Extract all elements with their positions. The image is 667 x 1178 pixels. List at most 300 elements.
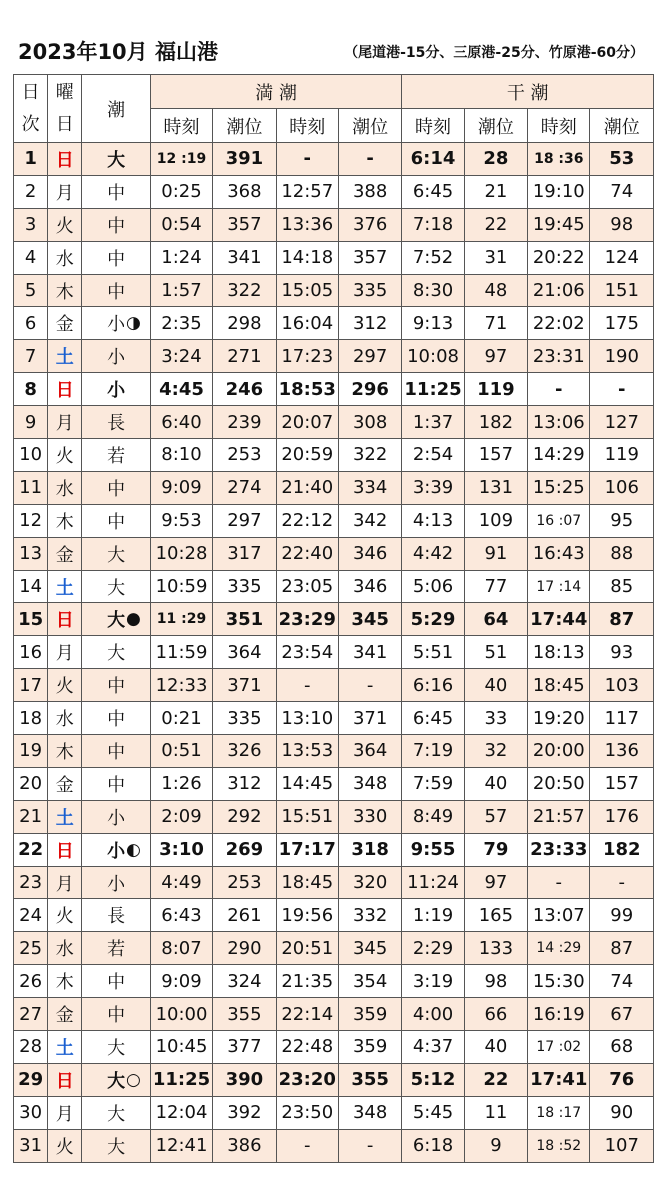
day-cell: 3: [14, 208, 48, 241]
low-level-1-cell: 97: [464, 340, 527, 373]
high-time-2-cell: 12:57: [276, 175, 338, 208]
low-level-2-cell: 95: [590, 504, 654, 537]
high-time-2-cell: 23:29: [276, 603, 338, 636]
high-time-2-cell: 15:05: [276, 274, 338, 307]
low-time-2-cell: 13:07: [528, 899, 590, 932]
tide-type-cell: [82, 537, 150, 570]
low-time-1-cell: 4:00: [402, 998, 464, 1031]
tide-type-label: 若: [107, 445, 126, 467]
low-time-1-header: 時刻: [402, 109, 464, 143]
high-time-1-cell: 9:09: [150, 965, 212, 998]
table-row: [14, 570, 654, 603]
low-time-2-cell: 19:10: [528, 175, 590, 208]
day-cell: 23: [14, 866, 48, 899]
low-level-1-cell: 64: [464, 603, 527, 636]
tide-type-label: 大: [107, 577, 126, 599]
high-level-1-cell: 351: [213, 603, 276, 636]
high-time-1-cell: 4:49: [150, 866, 212, 899]
high-level-2-cell: 345: [338, 932, 401, 965]
low-level-1-cell: 98: [464, 965, 527, 998]
high-time-1-cell: 0:21: [150, 702, 212, 735]
weekday-header-top: 曜: [55, 81, 74, 103]
day-cell: 20: [14, 767, 48, 800]
high-level-1-cell: 335: [213, 570, 276, 603]
high-level-2-cell: 355: [338, 1063, 401, 1096]
high-level-2-cell: 359: [338, 998, 401, 1031]
low-time-2-cell: 17:41: [528, 1063, 590, 1096]
low-level-1-cell: 97: [464, 866, 527, 899]
high-level-2-cell: 376: [338, 208, 401, 241]
high-time-2-cell: 13:53: [276, 735, 338, 768]
tide-type-label: 中: [107, 972, 126, 994]
tide-type-label: 中: [107, 774, 126, 796]
high-time-2-cell: -: [276, 143, 338, 176]
low-time-1-cell: 6:45: [402, 175, 464, 208]
high-level-2-cell: -: [338, 143, 401, 176]
day-cell: 22: [14, 833, 48, 866]
weekday-cell: 木: [48, 504, 82, 537]
low-time-2-cell: 19:20: [528, 702, 590, 735]
moon-phase-icon: ●: [125, 609, 141, 630]
high-level-1-cell: 261: [213, 899, 276, 932]
low-time-1-cell: 6:16: [402, 669, 464, 702]
tide-type-cell: [82, 175, 150, 208]
low-level-1-cell: 21: [464, 175, 527, 208]
table-row: [14, 373, 654, 406]
low-time-2-cell: 18:13: [528, 636, 590, 669]
table-row: [14, 241, 654, 274]
high-level-1-cell: 377: [213, 1031, 276, 1064]
tide-type-cell: [82, 965, 150, 998]
high-time-1-cell: 4:45: [150, 373, 212, 406]
table-row: [14, 504, 654, 537]
tide-type-label: 大: [107, 1037, 126, 1059]
low-level-1-cell: 133: [464, 932, 527, 965]
high-level-2-cell: 330: [338, 800, 401, 833]
weekday-cell: 水: [48, 471, 82, 504]
high-time-1-cell: 0:25: [150, 175, 212, 208]
low-level-1-cell: 28: [464, 143, 527, 176]
weekday-header-bottom: 日: [55, 113, 74, 135]
low-level-2-cell: 175: [590, 307, 654, 340]
high-time-1-cell: 2:09: [150, 800, 212, 833]
tide-type-cell: [82, 1096, 150, 1129]
low-time-2-cell: 18 :36: [528, 143, 590, 176]
tide-type-cell: [82, 1129, 150, 1162]
low-level-1-cell: 40: [464, 1031, 527, 1064]
day-cell: 7: [14, 340, 48, 373]
high-level-1-cell: 335: [213, 702, 276, 735]
day-cell: 4: [14, 241, 48, 274]
low-time-2-cell: 17:44: [528, 603, 590, 636]
tide-type-cell: [82, 669, 150, 702]
table-row: [14, 1031, 654, 1064]
low-level-1-cell: 91: [464, 537, 527, 570]
low-level-2-cell: 74: [590, 175, 654, 208]
day-cell: 19: [14, 735, 48, 768]
table-row: [14, 932, 654, 965]
day-cell: 18: [14, 702, 48, 735]
tide-type-cell: [82, 800, 150, 833]
high-time-1-cell: 3:24: [150, 340, 212, 373]
low-time-2-cell: 18 :52: [528, 1129, 590, 1162]
low-time-2-cell: 13:06: [528, 406, 590, 439]
port-offsets-note: （尾道港-15分、三原港-25分、竹原港-60分）: [344, 45, 644, 61]
low-time-2-cell: 21:57: [528, 800, 590, 833]
high-time-1-cell: 2:35: [150, 307, 212, 340]
high-level-2-cell: 341: [338, 636, 401, 669]
high-time-2-cell: 23:20: [276, 1063, 338, 1096]
high-level-1-cell: 246: [213, 373, 276, 406]
low-time-1-cell: 6:14: [402, 143, 464, 176]
high-time-2-cell: 13:36: [276, 208, 338, 241]
low-level-1-cell: 11: [464, 1096, 527, 1129]
tide-type-cell: [82, 143, 150, 176]
high-time-2-cell: 21:40: [276, 471, 338, 504]
high-time-1-cell: 9:09: [150, 471, 212, 504]
low-time-1-cell: 8:30: [402, 274, 464, 307]
day-cell: 14: [14, 570, 48, 603]
day-cell: 16: [14, 636, 48, 669]
high-level-2-header: 潮位: [338, 109, 401, 143]
low-level-1-header: 潮位: [464, 109, 527, 143]
low-level-2-cell: 190: [590, 340, 654, 373]
low-time-2-cell: 22:02: [528, 307, 590, 340]
high-time-1-cell: 1:26: [150, 767, 212, 800]
low-level-2-cell: 99: [590, 899, 654, 932]
high-level-1-cell: 269: [213, 833, 276, 866]
page-header: [18, 34, 658, 66]
low-level-2-cell: 103: [590, 669, 654, 702]
tide-type-label: 中: [107, 248, 126, 270]
low-time-2-cell: 14 :29: [528, 932, 590, 965]
low-level-2-cell: 117: [590, 702, 654, 735]
weekday-cell: 金: [48, 767, 82, 800]
high-level-2-cell: 345: [338, 603, 401, 636]
low-time-2-cell: 21:06: [528, 274, 590, 307]
low-time-2-cell: 20:00: [528, 735, 590, 768]
table-row: [14, 340, 654, 373]
high-time-2-header: 時刻: [276, 109, 338, 143]
high-level-2-cell: 364: [338, 735, 401, 768]
low-level-2-cell: 88: [590, 537, 654, 570]
high-time-2-cell: 15:51: [276, 800, 338, 833]
page-title: 2023年10月 福山港: [18, 40, 218, 64]
tide-type-label: 小: [107, 840, 126, 862]
low-level-1-cell: 119: [464, 373, 527, 406]
day-cell: 1: [14, 143, 48, 176]
day-cell: 5: [14, 274, 48, 307]
high-time-2-cell: 22:12: [276, 504, 338, 537]
low-level-2-cell: 106: [590, 471, 654, 504]
tide-type-cell: [82, 241, 150, 274]
high-level-1-cell: 312: [213, 767, 276, 800]
high-time-2-cell: 14:45: [276, 767, 338, 800]
low-time-2-cell: 15:30: [528, 965, 590, 998]
weekday-cell: 月: [48, 866, 82, 899]
low-time-1-cell: 11:24: [402, 866, 464, 899]
tide-type-label: 若: [107, 939, 126, 961]
tide-type-cell: [82, 767, 150, 800]
low-time-2-cell: 16:43: [528, 537, 590, 570]
low-level-1-cell: 131: [464, 471, 527, 504]
high-level-1-cell: 371: [213, 669, 276, 702]
low-time-2-cell: -: [528, 866, 590, 899]
low-time-1-cell: 4:42: [402, 537, 464, 570]
low-level-2-cell: -: [590, 373, 654, 406]
table-row: [14, 702, 654, 735]
table-row: [14, 307, 654, 340]
low-time-2-cell: 20:22: [528, 241, 590, 274]
high-level-1-cell: 253: [213, 866, 276, 899]
low-time-1-cell: 3:39: [402, 471, 464, 504]
high-level-2-cell: -: [338, 1129, 401, 1162]
tide-table-body: [14, 143, 654, 1163]
low-time-2-cell: 14:29: [528, 439, 590, 472]
tide-type-cell: [82, 899, 150, 932]
low-time-2-cell: 19:45: [528, 208, 590, 241]
table-row: [14, 439, 654, 472]
high-time-1-header: 時刻: [150, 109, 212, 143]
tide-type-cell: [82, 471, 150, 504]
low-time-1-cell: 5:45: [402, 1096, 464, 1129]
tide-type-label: 小: [107, 380, 126, 402]
table-row: [14, 636, 654, 669]
day-header-bottom: 次: [21, 113, 40, 135]
high-level-2-cell: 359: [338, 1031, 401, 1064]
low-time-1-cell: 7:59: [402, 767, 464, 800]
weekday-cell: 月: [48, 406, 82, 439]
day-cell: 25: [14, 932, 48, 965]
low-time-1-cell: 7:19: [402, 735, 464, 768]
low-time-1-cell: 6:45: [402, 702, 464, 735]
tide-type-cell: [82, 340, 150, 373]
low-time-1-cell: 4:13: [402, 504, 464, 537]
high-level-2-cell: 335: [338, 274, 401, 307]
tide-type-label: 大: [107, 544, 126, 566]
high-level-1-cell: 390: [213, 1063, 276, 1096]
low-level-1-cell: 31: [464, 241, 527, 274]
low-level-2-cell: 85: [590, 570, 654, 603]
high-level-2-cell: 332: [338, 899, 401, 932]
low-level-2-cell: 93: [590, 636, 654, 669]
low-level-2-cell: 119: [590, 439, 654, 472]
high-time-1-cell: 11 :29: [150, 603, 212, 636]
day-cell: 28: [14, 1031, 48, 1064]
tide-type-cell: [82, 735, 150, 768]
low-level-2-cell: 107: [590, 1129, 654, 1162]
tide-table: [13, 74, 654, 1163]
table-row: [14, 537, 654, 570]
low-level-1-cell: 48: [464, 274, 527, 307]
weekday-cell: 土: [48, 800, 82, 833]
low-level-1-cell: 66: [464, 998, 527, 1031]
high-time-1-cell: 1:57: [150, 274, 212, 307]
low-level-1-cell: 165: [464, 899, 527, 932]
table-row: [14, 406, 654, 439]
day-cell: 13: [14, 537, 48, 570]
day-cell: 27: [14, 998, 48, 1031]
low-time-1-cell: 6:18: [402, 1129, 464, 1162]
high-time-2-cell: 20:07: [276, 406, 338, 439]
low-level-1-cell: 9: [464, 1129, 527, 1162]
table-row: [14, 1063, 654, 1096]
high-time-2-cell: 23:05: [276, 570, 338, 603]
weekday-cell: 水: [48, 702, 82, 735]
tide-type-label: 中: [107, 511, 126, 533]
low-time-1-cell: 1:37: [402, 406, 464, 439]
high-level-2-cell: 342: [338, 504, 401, 537]
high-level-2-cell: 357: [338, 241, 401, 274]
high-time-1-cell: 8:10: [150, 439, 212, 472]
high-level-1-cell: 324: [213, 965, 276, 998]
weekday-cell: 月: [48, 1096, 82, 1129]
low-time-1-cell: 9:55: [402, 833, 464, 866]
low-time-1-cell: 7:18: [402, 208, 464, 241]
weekday-cell: 月: [48, 175, 82, 208]
tide-type-cell: [82, 439, 150, 472]
low-level-1-cell: 57: [464, 800, 527, 833]
low-level-2-cell: 127: [590, 406, 654, 439]
tide-type-header: 潮: [82, 75, 150, 143]
low-time-2-cell: 17 :02: [528, 1031, 590, 1064]
high-level-1-cell: 368: [213, 175, 276, 208]
table-row: [14, 1096, 654, 1129]
high-time-2-cell: 17:23: [276, 340, 338, 373]
high-time-1-cell: 12:41: [150, 1129, 212, 1162]
tide-type-label: 長: [107, 413, 126, 435]
high-level-1-cell: 322: [213, 274, 276, 307]
low-level-2-cell: 182: [590, 833, 654, 866]
low-level-2-cell: 176: [590, 800, 654, 833]
high-time-2-cell: 19:56: [276, 899, 338, 932]
table-row: [14, 998, 654, 1031]
tide-type-cell: [82, 373, 150, 406]
tide-type-cell: [82, 504, 150, 537]
low-level-2-cell: 53: [590, 143, 654, 176]
tide-type-label: 中: [107, 1005, 126, 1027]
tide-type-label: 中: [107, 741, 126, 763]
tide-type-label: 大: [107, 1103, 126, 1125]
low-time-2-cell: 16 :07: [528, 504, 590, 537]
low-level-2-cell: 87: [590, 603, 654, 636]
low-level-2-cell: 76: [590, 1063, 654, 1096]
high-level-1-cell: 386: [213, 1129, 276, 1162]
high-level-1-cell: 297: [213, 504, 276, 537]
tide-type-cell: [82, 570, 150, 603]
high-level-2-cell: 348: [338, 767, 401, 800]
day-cell: 21: [14, 800, 48, 833]
low-time-1-cell: 5:12: [402, 1063, 464, 1096]
high-time-1-cell: 12:04: [150, 1096, 212, 1129]
high-time-2-cell: 22:14: [276, 998, 338, 1031]
moon-phase-icon: ○: [125, 1069, 141, 1090]
table-row: [14, 143, 654, 176]
high-time-2-cell: -: [276, 1129, 338, 1162]
tide-type-label: 小: [107, 807, 126, 829]
high-level-2-cell: 297: [338, 340, 401, 373]
tide-type-cell: [82, 866, 150, 899]
day-cell: 6: [14, 307, 48, 340]
day-cell: 12: [14, 504, 48, 537]
high-level-1-cell: 326: [213, 735, 276, 768]
low-time-1-cell: 5:06: [402, 570, 464, 603]
high-level-1-cell: 271: [213, 340, 276, 373]
high-level-2-cell: 371: [338, 702, 401, 735]
high-time-2-cell: 18:53: [276, 373, 338, 406]
low-time-1-cell: 5:51: [402, 636, 464, 669]
low-time-1-cell: 11:25: [402, 373, 464, 406]
high-time-2-cell: 14:18: [276, 241, 338, 274]
day-cell: 10: [14, 439, 48, 472]
high-time-2-cell: 17:17: [276, 833, 338, 866]
tide-type-cell: [82, 406, 150, 439]
low-tide-header: 干 潮: [402, 75, 654, 109]
low-level-1-cell: 79: [464, 833, 527, 866]
low-level-1-cell: 51: [464, 636, 527, 669]
weekday-header: [48, 75, 82, 143]
high-level-1-cell: 392: [213, 1096, 276, 1129]
low-time-2-cell: 23:31: [528, 340, 590, 373]
weekday-cell: 水: [48, 932, 82, 965]
low-level-2-cell: 68: [590, 1031, 654, 1064]
high-time-2-cell: 18:45: [276, 866, 338, 899]
low-level-1-cell: 77: [464, 570, 527, 603]
high-time-1-cell: 6:43: [150, 899, 212, 932]
high-time-1-cell: 1:24: [150, 241, 212, 274]
day-cell: 24: [14, 899, 48, 932]
high-time-1-cell: 0:51: [150, 735, 212, 768]
weekday-cell: 土: [48, 570, 82, 603]
low-level-2-cell: 87: [590, 932, 654, 965]
table-row: [14, 175, 654, 208]
high-time-1-cell: 10:28: [150, 537, 212, 570]
low-time-1-cell: 1:19: [402, 899, 464, 932]
high-time-2-cell: 23:54: [276, 636, 338, 669]
low-time-2-cell: 18:45: [528, 669, 590, 702]
low-level-1-cell: 40: [464, 669, 527, 702]
moon-phase-icon: ◐: [125, 839, 141, 860]
low-level-2-cell: 151: [590, 274, 654, 307]
low-level-2-cell: 157: [590, 767, 654, 800]
weekday-cell: 日: [48, 603, 82, 636]
weekday-cell: 木: [48, 274, 82, 307]
tide-type-cell: [82, 833, 150, 866]
low-time-1-cell: 3:19: [402, 965, 464, 998]
high-time-2-cell: 21:35: [276, 965, 338, 998]
low-time-1-cell: 10:08: [402, 340, 464, 373]
table-row: [14, 274, 654, 307]
tide-type-label: 小: [107, 873, 126, 895]
day-cell: 17: [14, 669, 48, 702]
high-time-2-cell: 16:04: [276, 307, 338, 340]
day-header: [14, 75, 48, 143]
high-time-2-cell: 20:59: [276, 439, 338, 472]
low-level-2-cell: 98: [590, 208, 654, 241]
high-time-1-cell: 3:10: [150, 833, 212, 866]
tide-type-label: 中: [107, 182, 126, 204]
day-cell: 26: [14, 965, 48, 998]
low-level-1-cell: 157: [464, 439, 527, 472]
high-level-1-cell: 391: [213, 143, 276, 176]
tide-type-cell: [82, 1031, 150, 1064]
low-level-1-cell: 71: [464, 307, 527, 340]
high-level-1-cell: 364: [213, 636, 276, 669]
weekday-cell: 日: [48, 833, 82, 866]
high-level-1-cell: 317: [213, 537, 276, 570]
high-level-2-cell: 296: [338, 373, 401, 406]
day-cell: 29: [14, 1063, 48, 1096]
